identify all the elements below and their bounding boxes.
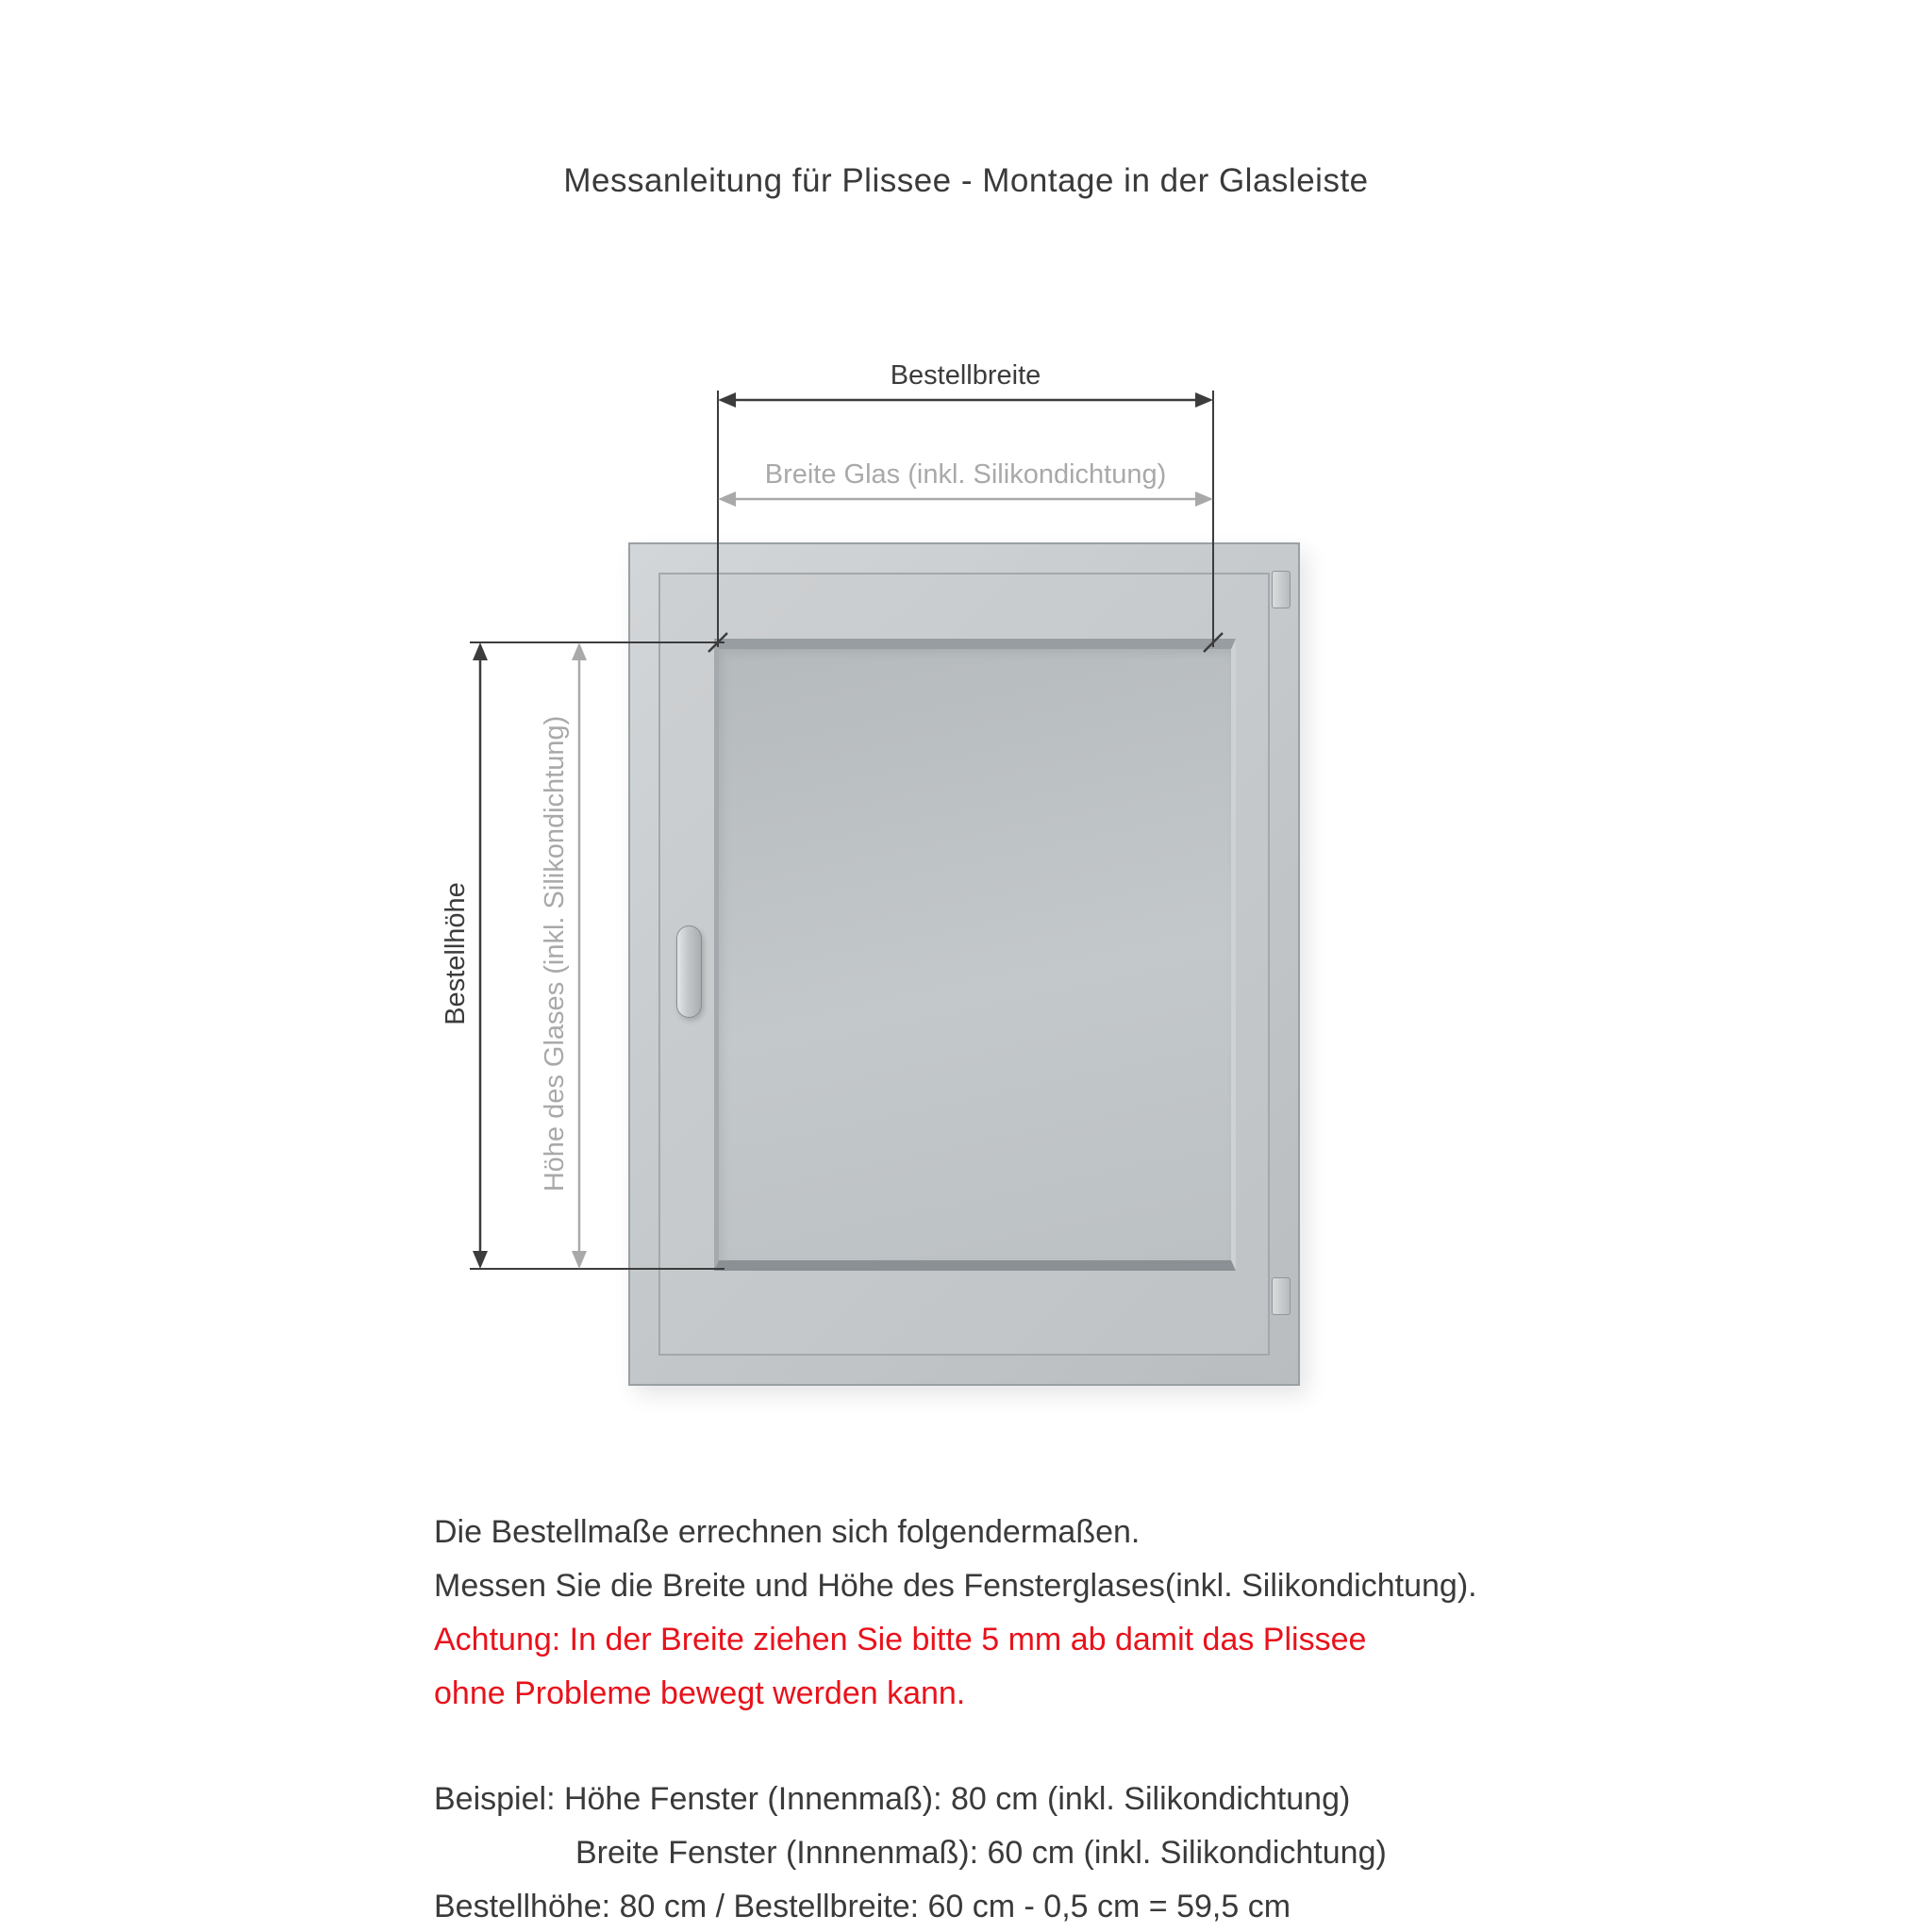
glass-height-label: Höhe des Glases (inkl. Silikondichtung) xyxy=(540,715,570,1192)
warning-line: ohne Probleme bewegt werden kann. xyxy=(434,1675,966,1711)
window-glass xyxy=(714,639,1236,1271)
glass-width-label: Breite Glas (inkl. Silikondichtung) xyxy=(764,459,1167,490)
warning-line: Achtung: In der Breite ziehen Sie bitte 5 mm ab damit das Plissee xyxy=(434,1622,1367,1657)
window-hinge-bottom xyxy=(1272,1277,1291,1315)
example-line: Breite Fenster (Innnenmaß): 60 cm (inkl. Silikondichtung) xyxy=(575,1835,1387,1871)
window-handle xyxy=(674,925,706,1020)
order-width-label: Bestellbreite xyxy=(890,360,1041,391)
glass-width-arrow xyxy=(718,491,1213,507)
instruction-line: Messen Sie die Breite und Höhe des Fensterglases(inkl. Silikondichtung). xyxy=(434,1568,1477,1604)
window-frame xyxy=(628,542,1300,1386)
order-height-label: Bestellhöhe xyxy=(441,882,471,1025)
instruction-line: Die Bestellmaße errechnen sich folgendermaßen. xyxy=(434,1514,1141,1550)
example-line: Bestellhöhe: 80 cm / Bestellbreite: 60 cm - 0,5 cm = 59,5 cm xyxy=(434,1889,1291,1924)
window-hinge-top xyxy=(1272,571,1291,608)
instructions-block xyxy=(434,1506,1755,1932)
page-title: Messanleitung für Plissee - Montage in der Glasleiste xyxy=(563,162,1369,199)
order-width-arrow xyxy=(718,392,1213,408)
example-line: Beispiel: Höhe Fenster (Innenmaß): 80 cm (inkl. Silikondichtung) xyxy=(434,1781,1351,1817)
window-handle-lever xyxy=(676,925,702,1018)
